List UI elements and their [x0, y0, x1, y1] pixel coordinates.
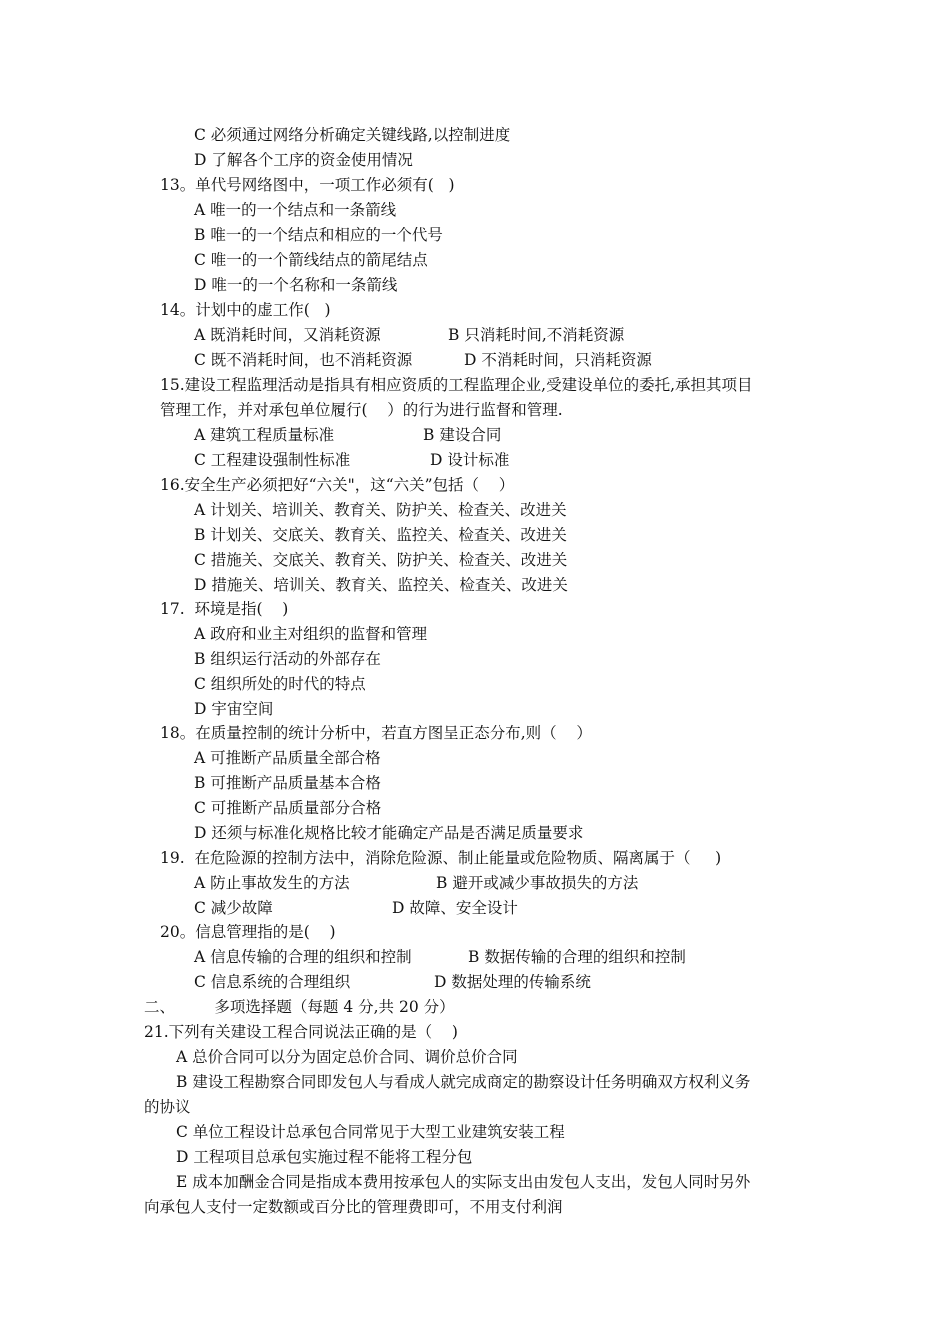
question-21: 21.下列有关建设工程合同说法正确的是（ ) — [144, 1023, 458, 1041]
option-line: D 设计标准 — [430, 451, 510, 469]
option-line: C 必须通过网络分析确定关键线路,以控制进度 — [194, 126, 511, 144]
option-line: C 减少故障 — [194, 899, 273, 917]
option-line: E 成本加酬金合同是指成本费用按承包人的实际支出由发包人支出，发包人同时另外 — [176, 1173, 751, 1191]
option-line: D 数据处理的传输系统 — [434, 973, 591, 991]
option-line: C 措施关、交底关、教育关、防护关、检查关、改进关 — [194, 551, 568, 569]
option-line: A 计划关、培训关、教育关、防护关、检查关、改进关 — [194, 501, 567, 519]
option-line: B 唯一的一个结点和相应的一个代号 — [194, 226, 443, 244]
option-line: B 组织运行活动的外部存在 — [194, 650, 381, 668]
option-line: D 唯一的一个名称和一条箭线 — [194, 276, 398, 294]
option-line: A 防止事故发生的方法 — [194, 874, 350, 892]
question-15-cont: 管理工作，并对承包单位履行( ）的行为进行监督和管理. — [160, 401, 563, 419]
option-line: B 只消耗时间,不消耗资源 — [448, 326, 625, 344]
option-line: A 建筑工程质量标准 — [194, 426, 335, 444]
option-line: B 计划关、交底关、教育关、监控关、检查关、改进关 — [194, 526, 567, 544]
option-line: D 了解各个工序的资金使用情况 — [194, 151, 413, 169]
question-15: 15.建设工程监理活动是指具有相应资质的工程监理企业,受建设单位的委托,承担其项目 — [160, 376, 753, 394]
option-line: C 工程建设强制性标准 — [194, 451, 351, 469]
option-line: A 信息传输的合理的组织和控制 — [194, 948, 412, 966]
question-20: 20。信息管理指的是( ) — [160, 923, 336, 941]
option-line: D 措施关、培训关、教育关、监控关、检查关、改进关 — [194, 576, 568, 594]
question-18: 18。在质量控制的统计分析中，若直方图呈正态分布,则（ ） — [160, 724, 592, 742]
option-line: B 避开或减少事故损失的方法 — [436, 874, 639, 892]
option-line: B 可推断产品质量基本合格 — [194, 774, 381, 792]
option-line: B 建设工程勘察合同即发包人与看成人就完成商定的勘察设计任务明确双方权利义务 — [176, 1073, 751, 1091]
option-line: D 不消耗时间，只消耗资源 — [464, 351, 652, 369]
option-line: A 政府和业主对组织的监督和管理 — [194, 625, 428, 643]
option-line: D 工程项目总承包实施过程不能将工程分包 — [176, 1148, 473, 1166]
option-line: D 还须与标准化规格比较才能确定产品是否满足质量要求 — [194, 824, 584, 842]
option-line: A 既消耗时间，又消耗资源 — [194, 326, 381, 344]
option-line: B 建设合同 — [423, 426, 502, 444]
question-14: 14。计划中的虚工作( ) — [160, 301, 331, 319]
option-line: C 可推断产品质量部分合格 — [194, 799, 382, 817]
option-line: C 单位工程设计总承包合同常见于大型工业建筑安装工程 — [176, 1123, 565, 1141]
option-line-cont: 向承包人支付一定数额或百分比的管理费即可，不用支付利润 — [144, 1198, 563, 1216]
option-line-cont: 的协议 — [144, 1098, 191, 1116]
question-19: 19. 在危险源的控制方法中，消除危险源、制止能量或危险物质、隔离属于（ ) — [160, 849, 722, 867]
option-line: C 既不消耗时间，也不消耗资源 — [194, 351, 413, 369]
option-line: B 数据传输的合理的组织和控制 — [468, 948, 686, 966]
option-line: A 可推断产品质量全部合格 — [194, 749, 381, 767]
question-13: 13。单代号网络图中，一项工作必须有( ) — [160, 176, 455, 194]
option-line: C 信息系统的合理组织 — [194, 973, 351, 991]
section-heading: 二、 多项选择题（每题 4 分,共 20 分） — [144, 998, 455, 1016]
option-line: A 唯一的一个结点和一条箭线 — [194, 201, 397, 219]
question-16: 16.安全生产必须把好“六关"，这“六关”包括（ ） — [160, 476, 515, 494]
option-line: D 故障、安全设计 — [392, 899, 518, 917]
option-line: D 宇宙空间 — [194, 700, 274, 718]
option-line: C 唯一的一个箭线结点的箭尾结点 — [194, 251, 428, 269]
question-17: 17. 环境是指( ) — [160, 600, 289, 618]
option-line: A 总价合同可以分为固定总价合同、调价总价合同 — [176, 1048, 518, 1066]
option-line: C 组织所处的时代的特点 — [194, 675, 366, 693]
